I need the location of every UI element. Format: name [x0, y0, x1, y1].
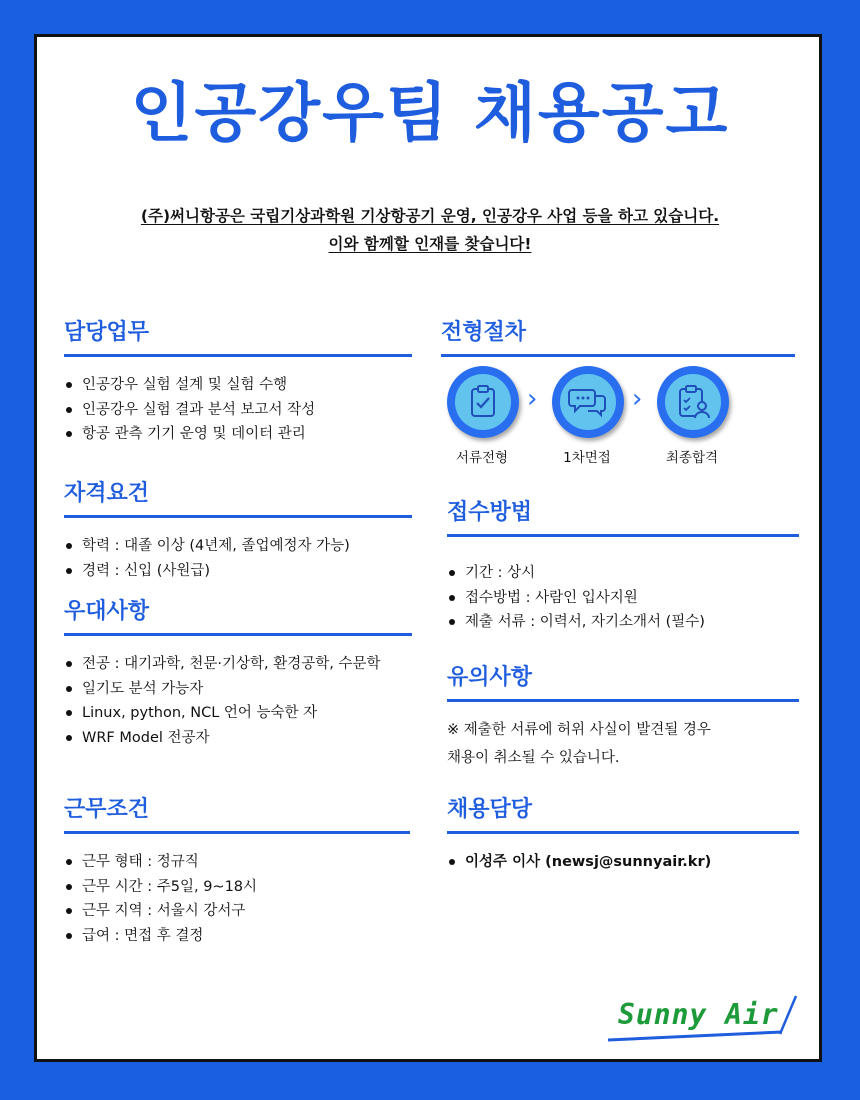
list-item: 기간 : 상시	[447, 561, 799, 586]
section-heading: 자격요건	[64, 481, 150, 506]
section-rule	[64, 831, 410, 834]
list-item: 경력 : 신입 (사원급)	[64, 559, 412, 584]
section-rule	[447, 534, 799, 537]
list-item: 근무 시간 : 주5일, 9~18시	[64, 875, 410, 900]
duties-list	[64, 373, 412, 447]
process-steps	[447, 366, 747, 476]
intro-line-2	[0, 232, 860, 254]
section-rule	[447, 831, 799, 834]
chevron-right-icon: ›	[632, 384, 643, 414]
list-item: Linux, python, NCL 언어 능숙한 자	[64, 701, 412, 726]
section-heading: 채용담당	[447, 797, 533, 822]
section-conditions	[64, 792, 410, 948]
notes-line-2: 채용이 취소될 수 있습니다.	[447, 750, 620, 766]
section-heading: 근무조건	[64, 797, 150, 822]
step-label: 서류전형	[455, 450, 509, 466]
section-qualifications	[64, 476, 412, 583]
list-item: 인공강우 실험 설계 및 실험 수행	[64, 373, 412, 398]
list-item: WRF Model 전공자	[64, 726, 412, 751]
chevron-right-icon: ›	[527, 384, 538, 414]
contact-list	[447, 850, 799, 875]
step-document-screening	[447, 366, 519, 438]
section-heading: 전형절차	[441, 320, 527, 345]
list-item: 접수방법 : 사람인 입사지원	[447, 586, 799, 611]
list-item: 이성주 이사 (newsj@sunnyair.kr)	[447, 850, 799, 875]
section-preferred	[64, 594, 412, 750]
list-item: 전공 : 대기과학, 천문·기상학, 환경공학, 수문학	[64, 652, 412, 677]
section-rule	[447, 699, 799, 702]
section-notes	[447, 660, 799, 772]
apply-list	[447, 561, 799, 635]
notes-text	[447, 716, 799, 772]
section-heading: 담당업무	[64, 320, 150, 345]
step-label: 1차면접	[563, 450, 611, 466]
clipboard-person-icon	[671, 380, 715, 424]
list-item: 인공강우 실험 결과 분석 보고서 작성	[64, 398, 412, 423]
section-apply	[447, 495, 799, 635]
page-title: 인공강우팀 채용공고	[130, 77, 730, 151]
section-heading: 접수방법	[447, 500, 533, 525]
sunny-air-logo	[600, 990, 805, 1050]
section-rule	[64, 354, 412, 357]
section-duties	[64, 315, 412, 447]
step-first-interview	[552, 366, 624, 438]
intro-text-1: (주)써니항공은 국립기상과학원 기상항공기 운영, 인공강우 사업 등을 하고 있습니다.	[140, 207, 720, 225]
step-final-pass	[657, 366, 729, 438]
section-process	[441, 315, 795, 357]
section-rule	[441, 354, 795, 357]
clipboard-check-icon	[461, 380, 505, 424]
qualifications-list	[64, 534, 412, 583]
section-contact	[447, 792, 799, 875]
section-rule	[64, 633, 412, 636]
section-heading: 우대사항	[64, 599, 150, 624]
section-rule	[64, 515, 412, 518]
list-item: 제출 서류 : 이력서, 자기소개서 (필수)	[447, 610, 799, 635]
preferred-list	[64, 652, 412, 750]
list-item: 학력 : 대졸 이상 (4년제, 졸업예정자 가능)	[64, 534, 412, 559]
intro-text-2: 이와 함께할 인재를 찾습니다!	[328, 235, 532, 253]
notes-line-1: ※ 제출한 서류에 허위 사실이 발견될 경우	[447, 722, 711, 738]
conditions-list	[64, 850, 410, 948]
step-label: 최종합격	[665, 450, 719, 466]
logo-text: Sunny Air	[618, 998, 779, 1031]
list-item: 근무 형태 : 정규직	[64, 850, 410, 875]
list-item: 근무 지역 : 서울시 강서구	[64, 899, 410, 924]
intro-line-1	[0, 204, 860, 226]
list-item: 급여 : 면접 후 결정	[64, 924, 410, 949]
list-item: 항공 관측 기기 운영 및 데이터 관리	[64, 422, 412, 447]
section-heading: 유의사항	[447, 665, 533, 690]
chat-bubbles-icon	[566, 380, 610, 424]
list-item: 일기도 분석 가능자	[64, 677, 412, 702]
